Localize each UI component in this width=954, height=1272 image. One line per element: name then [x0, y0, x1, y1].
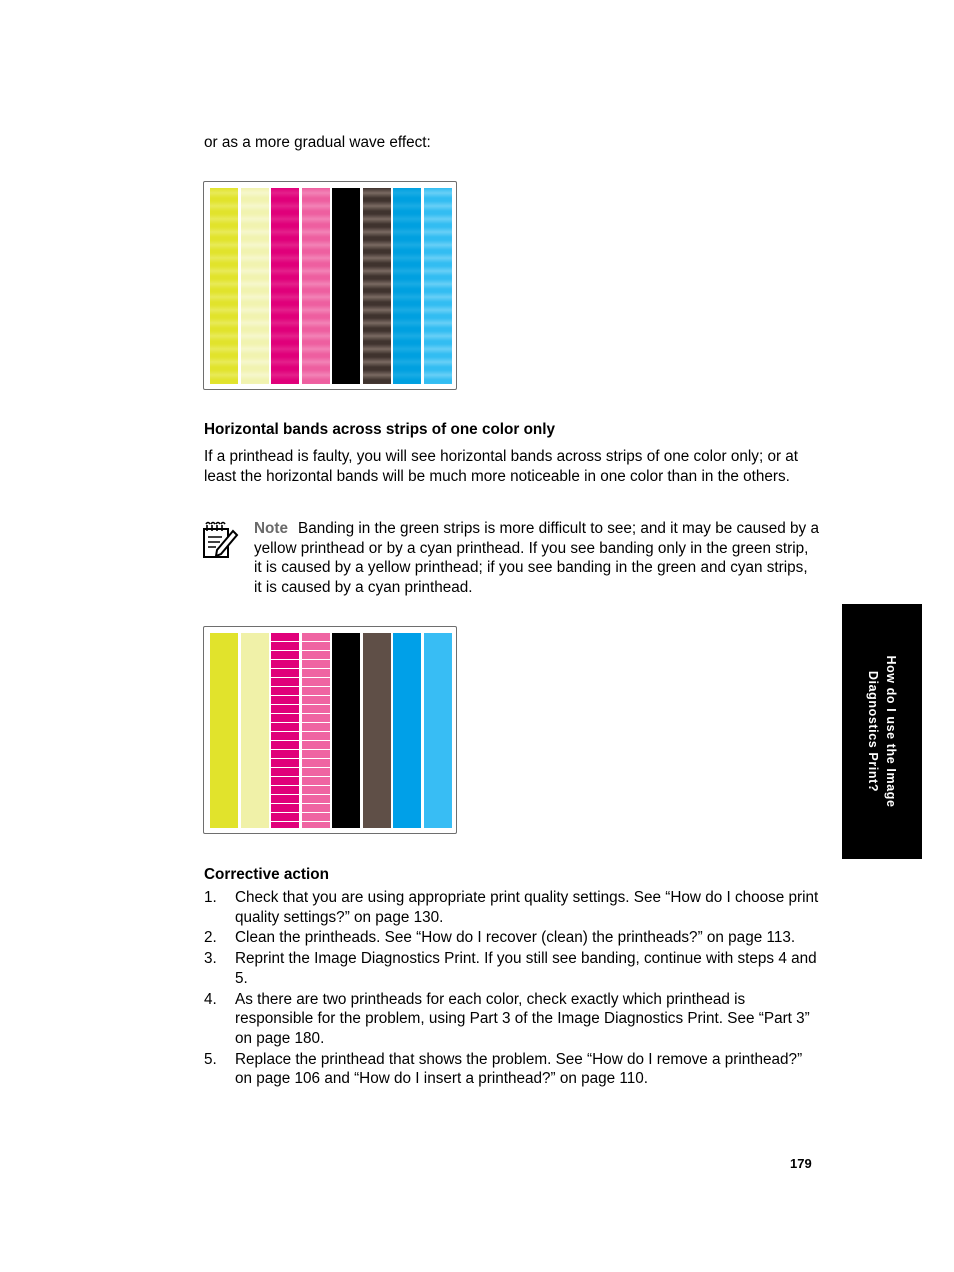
color-strip [424, 633, 452, 828]
color-strip [241, 633, 269, 828]
intro-text: or as a more gradual wave effect: [204, 134, 431, 151]
color-strip [302, 633, 330, 828]
wave-banding-figure [203, 181, 457, 390]
color-strip [332, 633, 360, 828]
list-item-number: 2. [204, 929, 217, 947]
horizontal-banding-figure [203, 626, 457, 834]
color-strip [302, 188, 330, 384]
color-strip [271, 633, 299, 828]
list-item-text: Reprint the Image Diagnostics Print. If you still see banding, continue with steps 4 and 5. [235, 950, 817, 987]
list-item-text: Clean the printheads. See “How do I recover (clean) the printheads?” on page 113. [235, 929, 796, 947]
side-tab-line1: How do I use the Image [884, 655, 898, 808]
note-text: Banding in the green strips is more difficult to see; and it may be caused by a yellow printhead or by a cyan printhead. If you see banding only in the green strip, it is caused by a yellow printhead; if you see banding in the green and cyan strips, it is caused by a cyan printhead. [254, 520, 819, 596]
list-item-text: Check that you are using appropriate print quality settings. See “How do I choose print quality settings?” on page 130. [235, 889, 819, 926]
page-number: 179 [790, 1156, 812, 1171]
color-strip [271, 188, 299, 384]
list-item-number: 3. [204, 950, 217, 968]
color-strip [424, 188, 452, 384]
list-item-number: 4. [204, 990, 217, 1008]
section-heading-corrective-action: Corrective action [204, 866, 329, 883]
color-strip [332, 188, 360, 384]
list-item-number: 5. [204, 1050, 217, 1068]
section-heading-horizontal-bands: Horizontal bands across strips of one color only [204, 421, 556, 438]
list-item-number: 1. [204, 889, 217, 906]
color-strip [241, 188, 269, 384]
note-icon [202, 521, 240, 561]
color-strip [363, 188, 391, 384]
list-item [204, 1050, 819, 1089]
list-item-text: As there are two printheads for each color, check exactly which printhead is responsible for the problem, using Part 3 of the Image Diagnostics Print. See “Part 3” on page 180. [235, 990, 810, 1047]
note-label: Note [254, 520, 288, 537]
side-tab-line2: Diagnostics Print? [866, 670, 880, 793]
list-item [204, 888, 819, 927]
list-item-text: Replace the printhead that shows the problem. See “How do I remove a printhead?” on page 106 and “How do I insert a printhead?” on page 110. [235, 1050, 803, 1088]
faulty-printhead-paragraph: If a printhead is faulty, you will see horizontal bands across strips of one color only; or at least the horizontal bands will be much more noticeable in one color than in the others. [204, 448, 799, 485]
list-item [204, 928, 819, 948]
color-strip [393, 188, 421, 384]
color-strip [210, 633, 238, 828]
corrective-steps-list [204, 888, 819, 1090]
list-item [204, 949, 819, 988]
list-item [204, 990, 819, 1049]
chapter-side-tab [842, 604, 922, 859]
color-strip [210, 188, 238, 384]
note-block [254, 519, 819, 597]
color-strip [393, 633, 421, 828]
color-strip [363, 633, 391, 828]
